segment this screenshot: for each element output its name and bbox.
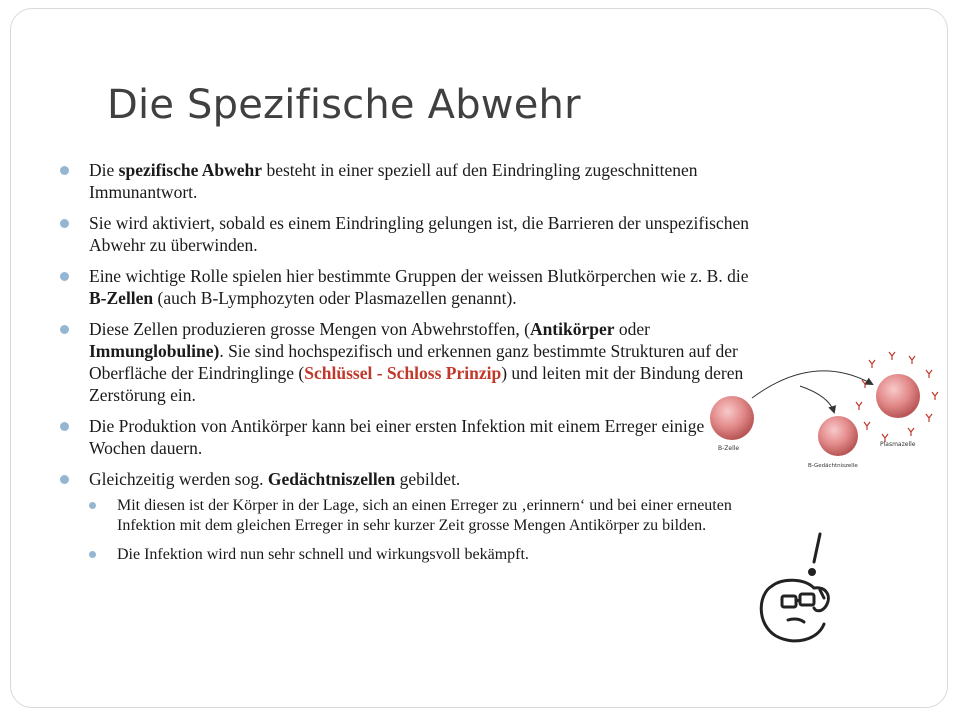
bullet-list	[60, 159, 750, 574]
b-cell-label: B-Zelle	[718, 445, 740, 452]
sub-bullet-list	[89, 496, 750, 565]
bullet-item	[60, 468, 750, 565]
bullet-item	[60, 212, 750, 256]
bullet-text: Die Produktion von Antikörper kann bei einer ersten Infektion mit einem Erreger einige Wochen dauern.	[89, 416, 705, 458]
thinking-face-exclamation-icon	[752, 528, 862, 648]
bullet-text: Gleichzeitig werden sog.	[89, 469, 268, 489]
plasma-cell-label: Plasmazelle	[880, 441, 916, 448]
bullet-text: besteht in einer speziell auf den Eindringling zugeschnittenen Immunantwort.	[89, 160, 698, 202]
bullet-text: ) und leiten mit der Bindung deren Zerstörung ein.	[89, 363, 744, 405]
sub-bullet-text: Die Infektion wird nun sehr schnell und wirkungsvoll bekämpft.	[117, 546, 529, 563]
plasma-cell-shape	[876, 374, 920, 418]
bullet-dot-icon	[60, 272, 69, 281]
bullet-dot-icon	[60, 325, 69, 334]
bullet-dot-icon	[60, 219, 69, 228]
slide-title: Die Spezifische Abwehr	[107, 82, 581, 128]
emphasis-text: B-Zellen	[89, 288, 154, 308]
bullet-text: (auch B-Lymphozyten oder Plasmazellen genannt).	[153, 288, 517, 308]
arrow-to-memory	[800, 386, 834, 412]
bullet-text: Eine wichtige Rolle spielen hier bestimmte Gruppen der weissen Blutkörperchen wie z. B. die	[89, 266, 749, 286]
emphasis-text: spezifische Abwehr	[118, 160, 263, 180]
bullet-dot-icon	[60, 475, 69, 484]
bullet-text: Diese Zellen produzieren grosse Mengen von Abwehrstoffen, (	[89, 319, 530, 339]
emphasis-text: Antikörper	[529, 319, 615, 339]
bullet-item	[60, 265, 750, 309]
bullet-item	[60, 159, 750, 203]
emphasis-text: Gedächtniszellen	[267, 469, 396, 489]
sub-bullet-dot-icon	[89, 551, 96, 558]
bullet-text: . Sie sind hochspezifisch und erkennen ganz bestimmte Strukturen auf der Oberfläche der Eindringlinge (	[89, 341, 738, 383]
bullet-text: Die	[89, 160, 119, 180]
cell-diagram-illustration	[704, 342, 942, 476]
sub-bullet-dot-icon	[89, 502, 96, 509]
memory-cell-shape	[818, 416, 858, 456]
emphasis-text: Schlüssel - Schloss Prinzip	[304, 363, 502, 383]
sub-bullet-item	[89, 496, 750, 536]
bullet-text: oder	[614, 319, 650, 339]
bullet-dot-icon	[60, 422, 69, 431]
memory-cell-label: B-Gedächtniszelle	[808, 463, 858, 469]
arrow-to-plasma	[752, 371, 872, 398]
bullet-text: gebildet.	[395, 469, 461, 489]
bullet-text: Sie wird aktiviert, sobald es einem Eindringling gelungen ist, die Barrieren der unspezifischen Abwehr zu überwinden.	[89, 213, 749, 255]
sub-bullet-item	[89, 545, 750, 565]
bullet-item	[60, 415, 750, 459]
emphasis-text: Immunglobuline)	[89, 341, 220, 361]
bullet-item	[60, 318, 750, 406]
bullet-dot-icon	[60, 166, 69, 175]
sub-bullet-text: Mit diesen ist der Körper in der Lage, sich an einen Erreger zu ‚erinnern‘ und bei einer erneuten Infektion mit dem gleichen Erreger in sehr kurzer Zeit grosse Mengen Antikörper zu bilden.	[117, 497, 732, 534]
b-cell-shape	[710, 396, 754, 440]
